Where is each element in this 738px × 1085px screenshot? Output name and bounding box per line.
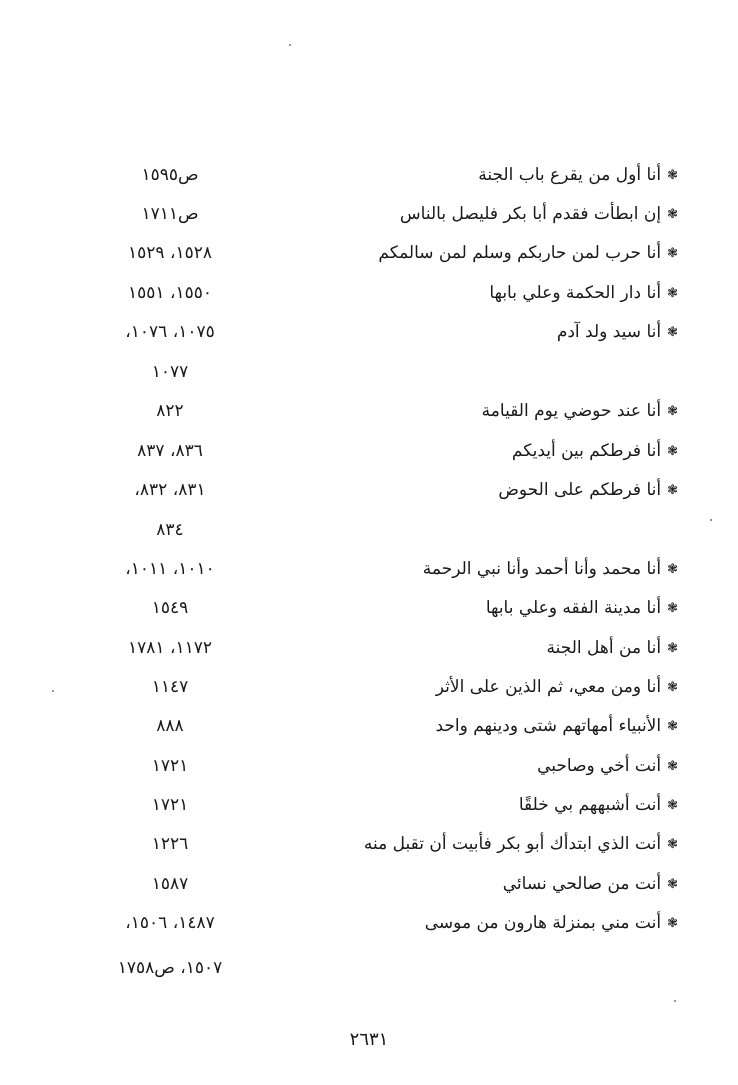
index-entry (318, 675, 678, 700)
index-row (0, 832, 738, 862)
page-references: ١٥٥٠، ١٥٥١ (128, 283, 212, 303)
entry-text: أنت أخي وصاحبي (537, 756, 662, 776)
index-row (0, 163, 738, 193)
entry-text: أنا محمد وأنا أحمد وأنا نبي الرحمة (422, 559, 662, 579)
index-row (0, 281, 738, 311)
index-entry (318, 399, 678, 424)
entry-text: إن ابطأت فقدم أبا بكر فليصل بالناس (399, 204, 662, 224)
asterisk-bullet-icon: ❃ (667, 877, 678, 892)
page-references: ٨٣٤ (156, 520, 184, 540)
entry-text: أنا مدينة الفقه وعلي بابها (485, 598, 662, 618)
index-entry (318, 832, 678, 857)
asterisk-bullet-icon: ❃ (667, 286, 678, 301)
index-row (0, 202, 738, 232)
index-row (0, 872, 738, 902)
asterisk-bullet-icon: ❃ (667, 837, 678, 852)
index-row (0, 714, 738, 744)
asterisk-bullet-icon: ❃ (667, 719, 678, 734)
scan-speck (710, 519, 712, 521)
entry-text: أنت مني بمنزلة هارون من موسى (424, 913, 662, 933)
index-row (0, 793, 738, 823)
index-entry (318, 754, 678, 779)
index-entry (318, 478, 678, 503)
page-references: ١٥٨٧ (151, 874, 189, 894)
index-entry (318, 911, 678, 936)
page-references: ٨٨٨ (156, 716, 184, 736)
asterisk-bullet-icon: ❃ (667, 483, 678, 498)
page-references: ١٥٠٧، ص١٧٥٨ (117, 958, 223, 978)
asterisk-bullet-icon: ❃ (667, 246, 678, 261)
scan-speck (674, 1000, 676, 1002)
index-entry (318, 714, 678, 739)
index-row-continuation (0, 360, 738, 390)
page-references: ٨٢٢ (156, 401, 184, 421)
page-references: ص١٧١١ (141, 204, 199, 224)
page-references: ١١٧٢، ١٧٨١ (128, 638, 212, 658)
index-row-continuation (0, 518, 738, 548)
entry-text: أنا حرب لمن حاربكم وسلم لمن سالمكم (378, 243, 662, 263)
index-row (0, 399, 738, 429)
entry-text: أنا سيد ولد آدم (556, 322, 662, 342)
index-row (0, 911, 738, 941)
entry-text: أنا فرطكم على الحوض (498, 480, 662, 500)
page-references: ١٠١٠، ١٠١١، (125, 559, 215, 579)
asterisk-bullet-icon: ❃ (667, 562, 678, 577)
index-entry (318, 281, 678, 306)
page-references: ١٧٢١ (151, 795, 189, 815)
asterisk-bullet-icon: ❃ (667, 601, 678, 616)
entry-text: أنا أول من يقرع باب الجنة (478, 165, 662, 185)
index-entry (318, 636, 678, 661)
scan-speck (52, 690, 54, 692)
entry-text: الأنبياء أمهاتهم شتى ودينهم واحد (435, 716, 662, 736)
index-entry (318, 557, 678, 582)
page-number: ٢٦٣١ (349, 1029, 389, 1050)
index-entry (318, 320, 678, 345)
asterisk-bullet-icon: ❃ (667, 325, 678, 340)
entry-text: أنا من أهل الجنة (546, 638, 662, 658)
asterisk-bullet-icon: ❃ (667, 680, 678, 695)
asterisk-bullet-icon: ❃ (667, 207, 678, 222)
page-references: ١٢٢٦ (151, 834, 189, 854)
index-row (0, 675, 738, 705)
index-row (0, 596, 738, 626)
asterisk-bullet-icon: ❃ (667, 641, 678, 656)
index-row (0, 320, 738, 350)
entry-text: أنت من صالحي نسائي (502, 874, 662, 894)
index-row-continuation (0, 956, 738, 986)
entry-text: أنت أشبههم بي خلقًا (518, 795, 662, 815)
index-row (0, 478, 738, 508)
entry-text: أنا ومن معي، ثم الذين على الأثر (435, 677, 662, 697)
asterisk-bullet-icon: ❃ (667, 759, 678, 774)
asterisk-bullet-icon: ❃ (667, 916, 678, 931)
asterisk-bullet-icon: ❃ (667, 444, 678, 459)
asterisk-bullet-icon: ❃ (667, 798, 678, 813)
index-entry (318, 872, 678, 897)
page-references: ١٧٢١ (151, 756, 189, 776)
index-entry (318, 163, 678, 188)
page-references: ١٠٧٥، ١٠٧٦، (125, 322, 215, 342)
entry-text: أنا دار الحكمة وعلي بابها (489, 283, 662, 303)
entry-text: أنا فرطكم بين أيديكم (511, 441, 662, 461)
page-references: ١٤٨٧، ١٥٠٦، (125, 913, 215, 933)
page-references: ٨٣١، ٨٣٢، (134, 480, 206, 500)
index-entry (318, 596, 678, 621)
page-references: ١١٤٧ (151, 677, 189, 697)
index-row (0, 241, 738, 271)
index-entry (318, 793, 678, 818)
index-entry (318, 439, 678, 464)
asterisk-bullet-icon: ❃ (667, 168, 678, 183)
index-entry (318, 202, 678, 227)
entry-text: أنا عند حوضي يوم القيامة (481, 401, 662, 421)
index-entry (318, 241, 678, 266)
entry-text: أنت الذي ابتدأك أبو بكر فأبيت أن تقبل منه (363, 834, 662, 854)
asterisk-bullet-icon: ❃ (667, 404, 678, 419)
page-references: ٨٣٦، ٨٣٧ (137, 441, 203, 461)
page-references: ١٠٧٧ (151, 362, 189, 382)
index-row (0, 754, 738, 784)
index-row (0, 557, 738, 587)
page-references: ١٥٢٨، ١٥٢٩ (128, 243, 212, 263)
index-row (0, 439, 738, 469)
page-references: ص١٥٩٥ (141, 165, 199, 185)
index-row (0, 636, 738, 666)
scan-speck (289, 44, 291, 46)
page-references: ١٥٤٩ (151, 598, 189, 618)
